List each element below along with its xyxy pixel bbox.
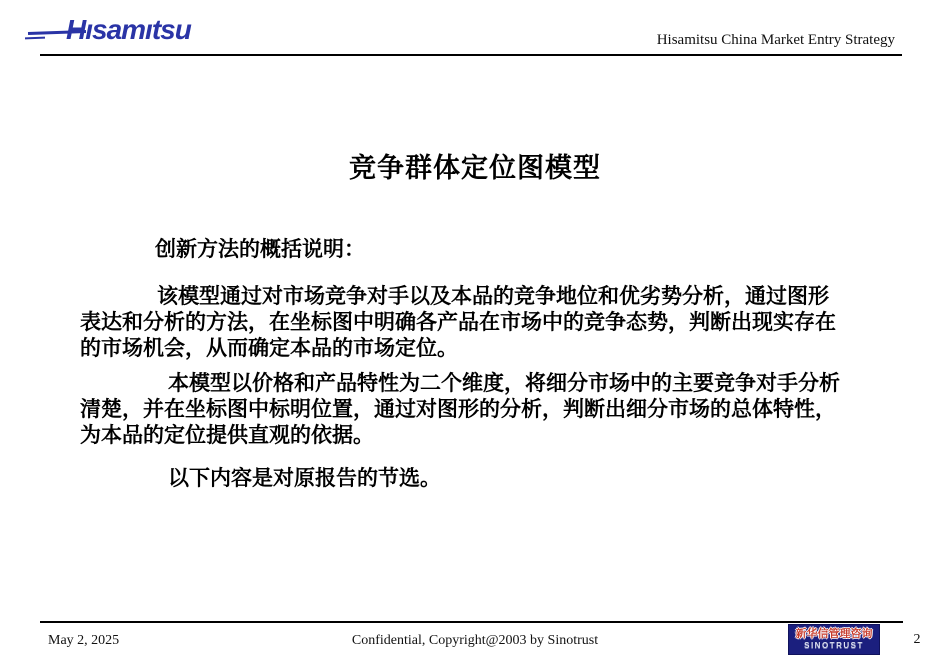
paragraph-line: 该模型通过对市场竞争对手以及本品的竞争地位和优劣势分析，通过图形 xyxy=(157,285,829,308)
hisamitsu-logo-accent-line xyxy=(25,37,45,40)
document-title: Hisamitsu China Market Entry Strategy xyxy=(656,32,895,48)
paragraph-model-dimensions xyxy=(80,371,880,449)
paragraph-intro xyxy=(80,237,880,263)
footer-copyright: Confidential, Copyright@2003 by Sinotrust xyxy=(351,633,599,648)
footer-divider-line xyxy=(40,621,903,623)
sinotrust-logo-chinese-text: 新华信管理咨询 xyxy=(795,628,873,640)
paragraph-line: 为本品的定位提供直观的依据。 xyxy=(80,424,374,447)
sinotrust-logo xyxy=(788,624,880,655)
hisamitsu-logo-text: Hısamıtsu xyxy=(66,14,191,45)
paragraph-line: 本模型以价格和产品特性为二个维度，将细分市场中的主要竞争对手分析 xyxy=(168,372,840,395)
slide-title: 竞争群体定位图模型 xyxy=(349,153,601,183)
paragraph-line: 创新方法的概括说明： xyxy=(155,238,365,261)
sinotrust-logo-english-text: SINOTRUST xyxy=(804,641,864,650)
paragraph-model-description xyxy=(80,284,880,362)
paragraph-excerpt-note xyxy=(80,466,880,492)
paragraph-line: 以下内容是对原报告的节选。 xyxy=(168,467,441,490)
header-divider-line xyxy=(40,54,902,56)
page-number: 2 xyxy=(913,632,921,647)
hisamitsu-logo xyxy=(28,12,191,52)
footer-date: May 2, 2025 xyxy=(48,633,120,648)
paragraph-line: 表达和分析的方法，在坐标图中明确各产品在市场中的竞争态势，判断出现实存在 xyxy=(80,311,836,334)
paragraph-line: 清楚，并在坐标图中标明位置，通过对图形的分析，判断出细分市场的总体特性， xyxy=(80,398,836,421)
paragraph-line: 的市场机会，从而确定本品的市场定位。 xyxy=(80,337,458,360)
